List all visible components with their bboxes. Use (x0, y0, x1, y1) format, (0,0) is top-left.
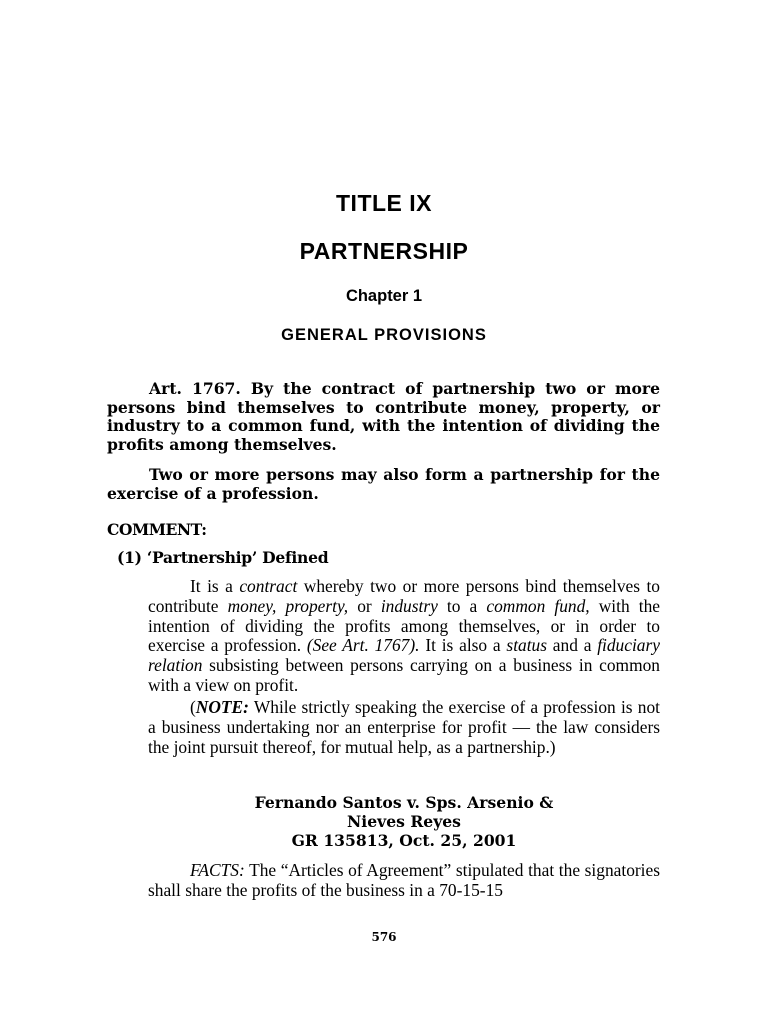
emphasis-industry: industry (380, 595, 438, 616)
text-run: subsisting between persons carrying on a business in common with a view on profit. (148, 655, 660, 695)
comment-label: COMMENT: (107, 520, 207, 539)
emphasis-money-property: money, property, (227, 595, 349, 616)
text-run: to a (437, 595, 487, 616)
emphasis-status: status (506, 635, 548, 656)
section-heading: GENERAL PROVISIONS (281, 326, 487, 344)
article-paragraph-1: Art. 1767. By the contract of partnership two or more persons bind themselves to contribute money, property, or industry to a common fund, with the intention of dividing the profits among themselves. (107, 379, 660, 454)
chapter-heading: Chapter 1 (345, 287, 423, 305)
page-number: 576 (371, 930, 397, 944)
text-run: and a (547, 635, 598, 656)
case-citation: GR 135813, Oct. 25, 2001 (291, 831, 517, 850)
text-run: While strictly speaking the exercise of a profession is not a business undertaking nor an enterprise for profit — the law considers the joint pursuit thereof, for mutual help, as a partnership.) (148, 697, 660, 757)
emphasis-see-art: (See Art. 1767). (306, 635, 420, 656)
text-run: with the intention of dividing the profits among themselves, or in order to exercise a profession. (148, 595, 661, 656)
text-run: or (348, 595, 381, 616)
emphasis-contract: contract (239, 576, 298, 596)
text-run: ( (190, 697, 196, 717)
comment-subheading: (1) ‘Partnership’ Defined (117, 548, 329, 567)
emphasis-fiduciary: fiduciary relation (148, 635, 660, 676)
case-title-line-1: Fernando Santos v. Sps. Arsenio & (254, 793, 554, 812)
title-heading: TITLE IX (336, 190, 432, 216)
article-paragraph-2: Two or more persons may also form a partnership for the exercise of a profession. (107, 465, 660, 503)
facts-label: FACTS: (190, 860, 245, 880)
case-title-line-2: Nieves Reyes (347, 812, 461, 831)
emphasis-common-fund: common fund, (486, 595, 590, 616)
text-run: whereby two or more persons bind themselves to contribute (148, 576, 661, 616)
note-paragraph (148, 698, 660, 757)
definition-paragraph (148, 577, 660, 696)
facts-paragraph (148, 861, 660, 901)
text-run: It is a (190, 576, 240, 596)
note-label: NOTE: (195, 697, 249, 717)
text-run: The “Articles of Agreement” stipulated that the signatories shall share the profits of the business in a 70-15-15 (148, 860, 660, 900)
title-subject: PARTNERSHIP (299, 238, 469, 264)
text-run: It is also a (419, 635, 507, 656)
